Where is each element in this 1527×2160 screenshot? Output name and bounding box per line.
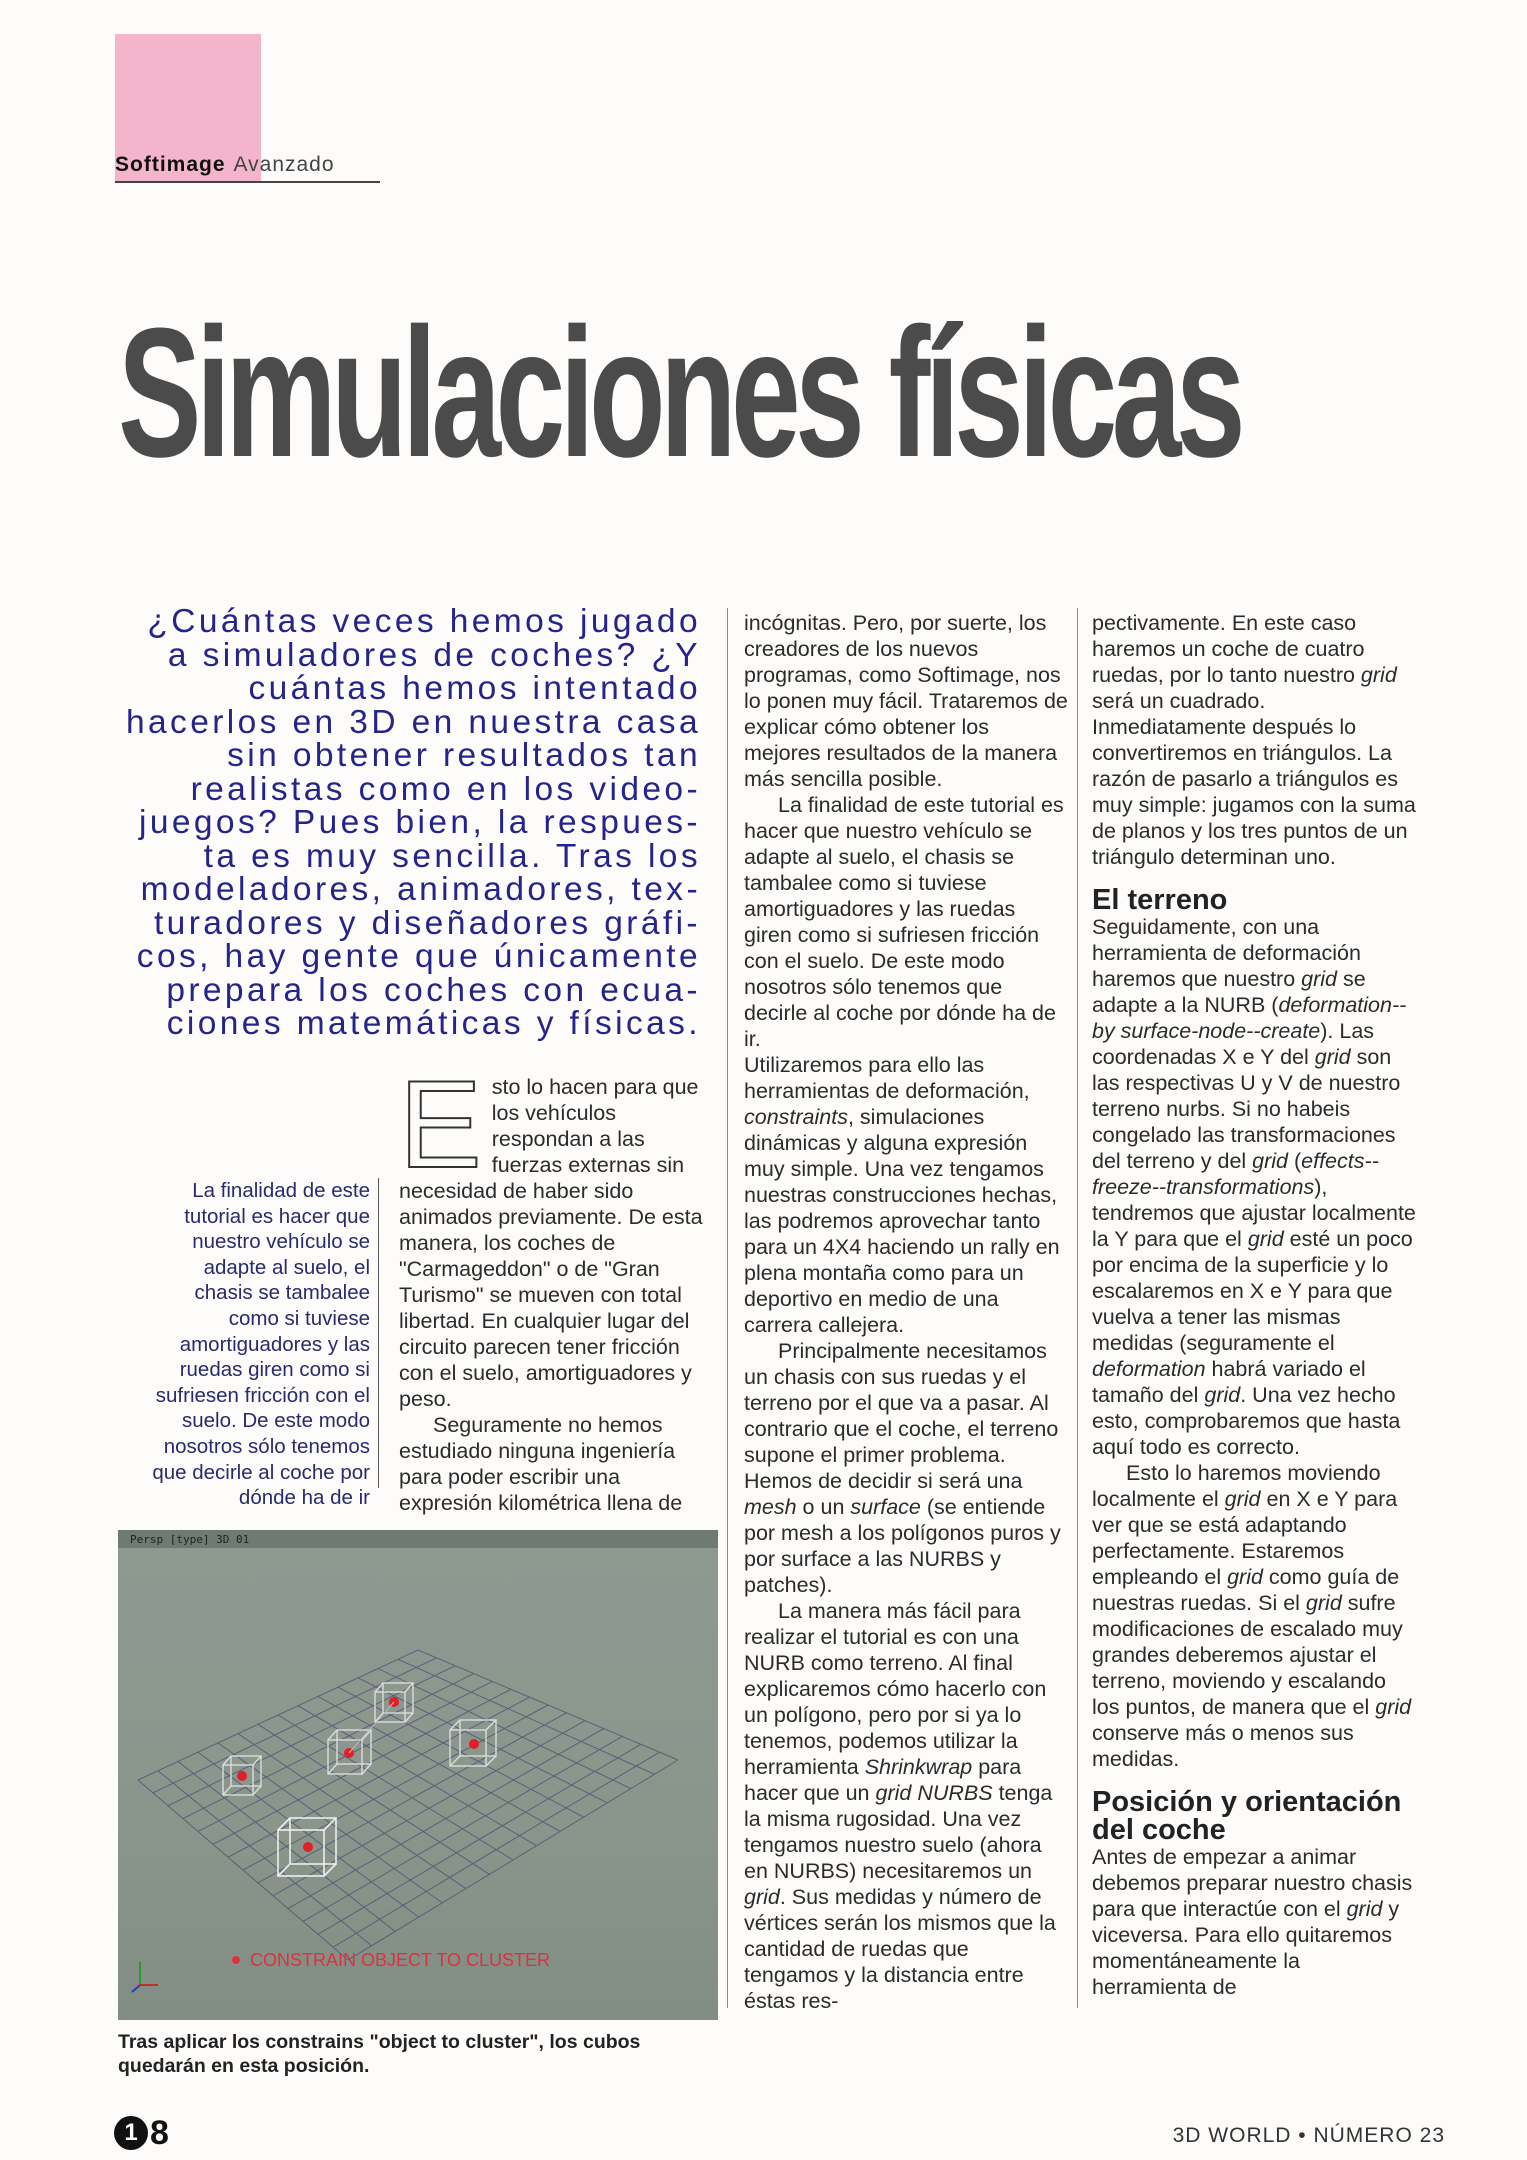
body-paragraph: La finalidad de este tutorial es hacer que nuestro vehículo se adapte al suelo, el chasis se tambalee como si tuviese amortiguadores y las ruedas giren como si sufriesen fricción con el suelo. De este modo nosotros sólo tenemos que decirle al coche por dónde ha de ir.: [744, 793, 1064, 1051]
intro-line: cuántas hemos intentado: [248, 670, 701, 707]
page-number-circle: 1: [114, 2116, 148, 2150]
cluster-point: [237, 1771, 247, 1781]
body-paragraph: Seguramente no hemos estudiado ninguna ingeniería para poder escribir una expresión kilométrica llena de: [399, 1413, 683, 1515]
intro-paragraph: [118, 605, 701, 1041]
pull-quote: La finalidad de este tutorial es hacer que nuestro vehículo se adapte al suelo, el chasis se tambalee como si tuviese amortiguadores y las ruedas giren como si sufriesen fricción con el suelo. De este modo nosotros sólo tenemos que decirle al coche por dónde ha de ir: [152, 1179, 370, 1510]
intro-line: ta es muy sencilla. Tras los: [203, 837, 701, 875]
figure-caption: Tras aplicar los constrains "object to cluster", los cubos quedarán en esta posición.: [118, 2031, 641, 2077]
ground-grid: [138, 1650, 678, 1960]
article-title: Simulaciones físicas: [118, 289, 1241, 495]
viewport-toolbar-label: Persp [type] 3D 01: [130, 1533, 250, 1546]
cluster-point: [469, 1739, 479, 1749]
column-divider: [727, 608, 728, 2008]
axis-gizmo: [132, 1962, 158, 1992]
viewport-status-label: CONSTRAIN OBJECT TO CLUSTER: [250, 1950, 551, 1970]
body-column-3: [1092, 610, 1417, 2000]
intro-line: sin obtener resultados tan: [227, 737, 701, 774]
body-paragraph: Esto lo hacen para que los vehículos respondan a las fuerzas externas sin necesidad de haber sido animados previamente. De esta manera, los coches de "Carmageddon" o de "Gran Turismo" se mueven con total libertad. En cualquier lugar del circuito parecen tener fricción con el suelo, amortiguadores y peso.: [399, 1056, 703, 1411]
intro-line: prepara los coches con ecua-: [166, 971, 701, 1009]
intro-line: ¿Cuántas veces hemos jugado: [147, 603, 701, 640]
viewport-render: [118, 1530, 718, 2020]
subheading: El terreno: [1092, 884, 1228, 916]
magazine-issue: 3D WORLD • NÚMERO 23: [1172, 2124, 1445, 2147]
status-dot: [232, 1956, 240, 1964]
body-paragraph: La manera más fácil para realizar el tutorial es con una NURB como terreno. Al final explicaremos cómo hacerlo con un polígono, pero por si ya lo tenemos, podemos utilizar la herramienta Shrinkwrap para hacer que un grid NURBS tenga la misma rugosidad. Una vez tengamos nuestro suelo (ahora en NURBS) necesitaremos un grid. Sus medidas y número de vértices serán los mismos que la cantidad de ruedas que tengamos y la distancia entre éstas res-: [744, 1599, 1056, 2013]
page-number: [114, 2114, 169, 2152]
intro-line: a simuladores de coches? ¿Y: [167, 636, 701, 674]
intro-line: hacerlos en 3D en nuestra casa: [125, 703, 701, 741]
body-paragraph: Esto lo haremos moviendo localmente el grid en X e Y para ver que se está adaptando perfectamente. Estaremos empleando el grid como guía de nuestras ruedas. Si el grid sufre modificaciones de escalado muy grandes deberemos ajustar el terreno, moviendo y escalando los puntos, de manera que el grid conserve más o menos sus medidas.: [1092, 1461, 1412, 1771]
intro-line: realistas como en los video-: [190, 770, 701, 808]
section-subtitle: Avanzado: [233, 153, 335, 176]
screenshot-figure: [118, 1530, 718, 2020]
pull-quote-rule: [378, 1178, 379, 1488]
cluster-point: [303, 1842, 313, 1852]
intro-line: cos, hay gente que únicamente: [136, 938, 701, 975]
page-number-digit: 8: [150, 2113, 169, 2152]
body-paragraph: Principalmente necesitamos un chasis con sus ruedas y el terreno por el que va a pasar. Al contrario que el coche, el terreno supone el primer problema. Hemos de decidir si será una mesh o un surface (se entiende por mesh a los polígonos puros y por surface a las NURBS y patches).: [744, 1339, 1061, 1597]
body-paragraph: incógnitas. Pero, por suerte, los creadores de los nuevos programas, como Softimage, nos lo ponen muy fácil. Trataremos de explicar cómo obtener los mejores resultados de la manera más sencilla posible.: [744, 611, 1068, 791]
body-paragraph: Seguidamente, con una herramienta de deformación haremos que nuestro grid se adapte a la NURB (deformation--by surface-node--create). Las coordenadas X e Y del grid son las respectivas U y V de nuestro terreno nurbs. Si no habeis congelado las transformaciones del terreno y del grid (effects--freeze--transformations), tendremos que ajustar localmente la Y para que el grid esté un poco por encima de la superficie y lo escalaremos en X e Y para que vuelva a tener las mismas medidas (seguramente el deformation habrá variado el tamaño del grid. Una vez hecho esto, comprobaremos que hasta aquí todo es correcto.: [1092, 915, 1416, 1459]
body-paragraph: pectivamente. En este caso haremos un coche de cuatro ruedas, por lo tanto nuestro grid será un cuadrado. Inmediatamente después lo convertiremos en triángulos. La razón de pasarlo a triángulos es muy simple: jugamos con la suma de planos y los tres puntos de un triángulo determinan uno.: [1092, 611, 1416, 869]
section-brand: Softimage: [115, 153, 226, 176]
column-divider: [1077, 608, 1078, 2008]
drop-cap: E: [399, 1056, 482, 1194]
intro-line: ciones matemáticas y físicas.: [166, 1005, 701, 1042]
subheading: Posición y orientación del coche: [1092, 1786, 1402, 1846]
intro-line: modeladores, animadores, tex-: [140, 871, 701, 908]
body-column-1: [399, 1056, 717, 1516]
intro-line: turadores y diseñadores gráfi-: [153, 904, 701, 942]
body-column-2: [744, 610, 1069, 2014]
section-header: [115, 153, 380, 183]
body-paragraph: Antes de empezar a animar debemos preparar nuestro chasis para que interactúe con el grid y viceversa. Para ello quitaremos momentáneamente la herramienta de: [1092, 1845, 1413, 1999]
intro-line: juegos? Pues bien, la respues-: [139, 804, 701, 841]
body-paragraph: Utilizaremos para ello las herramientas de deformación, constraints, simulaciones dinámicas y alguna expresión muy simple. Una vez tengamos nuestras construcciones hechas, las podremos aprovechar tanto para un 4X4 haciendo un rally en plena montaña como para un deportivo en medio de una carrera callejera.: [744, 1053, 1060, 1337]
